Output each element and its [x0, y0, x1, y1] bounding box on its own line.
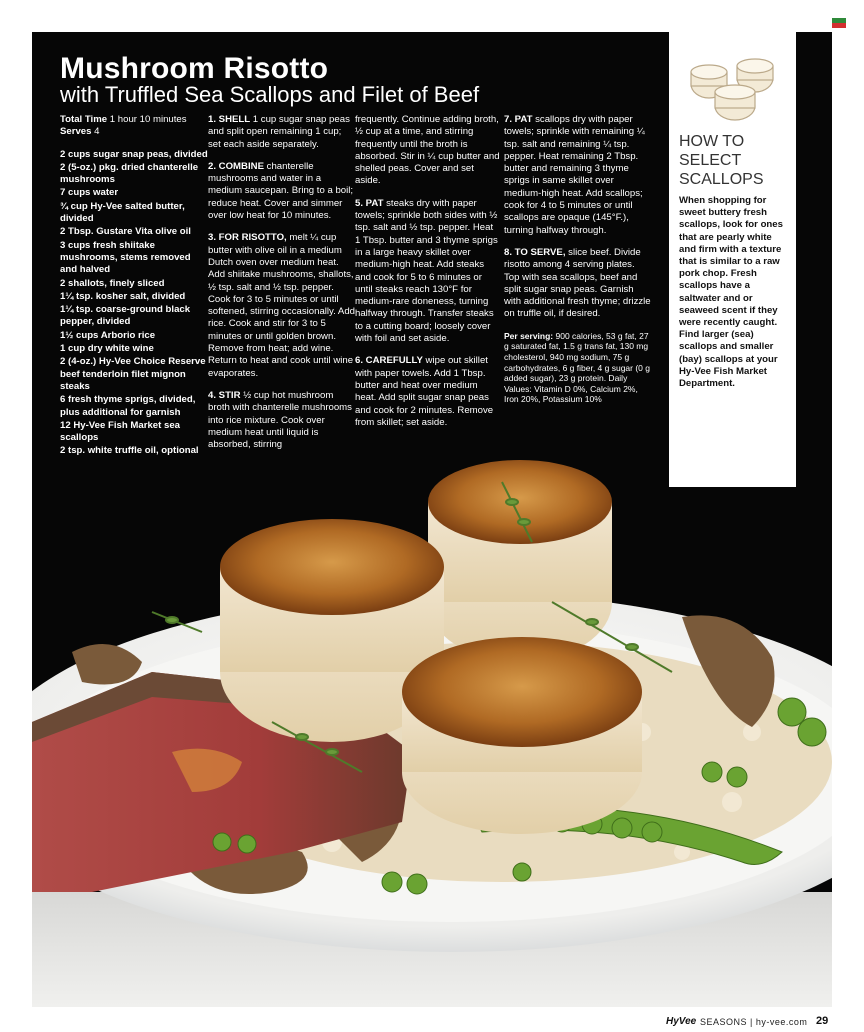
step-lead: 4. STIR [208, 389, 241, 401]
page-tab-icon [832, 18, 846, 28]
ingredients-column [60, 114, 210, 459]
step-text: steaks dry with paper towels; sprinkle both sides with ½ tsp. salt and ½ tsp. pepper. Heat 1 Tbsp. butter and 3 thyme sprigs in a large heavy skillet over medium-high heat. Add steaks and cook for 5 to 6 minutes or until steaks reach 130°F for medium-rare doneness, turning halfway through. Transfer steaks to a cutting board; loosely cover with foil and set aside. [355, 197, 498, 345]
ingredient-item: 12 Hy-Vee Fish Market sea scallops [60, 419, 180, 444]
recipe-step [355, 114, 501, 188]
ingredient-item: 7 cups water [60, 187, 119, 199]
nutrition-info [504, 331, 652, 405]
steps-column-3 [504, 114, 652, 405]
ingredient-item: 1¼ tsp. kosher salt, divided [60, 290, 186, 302]
ingredient-item: 2 (5-oz.) pkg. dried chanterelle mushrooms [60, 161, 199, 186]
ingredient-item: 2 shallots, finely sliced [60, 277, 165, 289]
serves-label: Serves [60, 126, 92, 138]
recipe-subtitle: with Truffled Sea Scallops and Filet of Beef [60, 82, 480, 107]
step-text: 1 cup sugar snap peas and split open remaining 1 cup; set each aside separately. [208, 114, 350, 150]
ingredient-item: 1 cup dry white wine [60, 343, 154, 355]
recipe-page [32, 32, 832, 1007]
ingredient-item: 1½ cups Arborio rice [60, 329, 156, 341]
step-text: chanterelle mushrooms and water in a medium saucepan. Bring to a boil; reduce heat. Cover and simmer over low heat for 10 minutes. [208, 160, 354, 222]
page-footer [0, 1010, 864, 1032]
recipe-step [208, 390, 356, 451]
nutrition-text: 900 calories, 53 g fat, 27 g saturated fat, 1.5 g trans fat, 130 mg cholesterol, 940 mg sodium, 75 g carbohydrates, 6 g fiber, 4 g sugar (0 g added sugar), 23 g protein. Daily Values: Vitamin D 0%, Calcium 2%, Iron 20%, Potassium 10% [504, 330, 651, 405]
ingredient-item: 6 fresh thyme sprigs, divided, plus additional for garnish [60, 394, 196, 418]
total-time-label: Total Time [60, 114, 108, 125]
sidebar-body: When shopping for sweet buttery fresh scallops, look for ones that are pearly white and firm with a texture that is similar to a raw pork chop. Fresh scallops have a saltwater and or seaweed scent if they were recently caught. Find larger (sea) scallops and smaller (bay) scallops at your Hy-Vee Fish Market Department. [679, 195, 783, 390]
step-text: frequently. Continue adding broth, ½ cup at a time, and stirring frequently until the broth is absorbed. Stir in ¼ cup butter and shelled peas. Cover and set aside. [355, 114, 500, 187]
step-lead: 8. TO SERVE, [504, 246, 566, 258]
step-text: melt ¼ cup butter with olive oil in a medium Dutch oven over medium heat. Add shiitake mushrooms, shallots, ½ tsp. salt and ½ tsp. pepper. Cook for 3 to 5 minutes or until softened, stirring occasionally. Add rice. Cook and stir for 3 to 5 minutes or until golden brown. Remove from heat; add wine. Return to heat and cook until wine evaporates. [208, 232, 356, 379]
step-text: ½ cup hot mushroom broth with chanterelle mushrooms into rice mixture. Cook over medium heat until liquid is absorbed, stirring [208, 389, 352, 451]
steps-column-2 [355, 114, 501, 439]
scallops-illustration [683, 44, 783, 124]
recipe-step [504, 114, 652, 237]
steps-column-1 [208, 114, 356, 461]
step-lead: 7. PAT [504, 114, 533, 125]
ingredient-item: 2 tsp. white truffle oil, optional [60, 445, 199, 457]
ingredient-item: 2 (4-oz.) Hy-Vee Choice Reserve beef tenderloin filet mignon steaks [60, 356, 206, 392]
ingredient-list [60, 149, 210, 458]
step-lead: 6. CAREFULLY [355, 355, 423, 367]
recipe-step [355, 198, 501, 346]
step-text: wipe out skillet with paper towels. Add 1 Tbsp. butter and heat over medium heat. Add split sugar snap peas and cook for 2 minutes. Remove from skillet; set aside. [355, 355, 494, 428]
ingredient-item: 2 cups sugar snap peas, divided [60, 148, 208, 160]
serves-value: 4 [94, 126, 100, 138]
step-lead: 1. SHELL [208, 114, 251, 125]
step-lead: 2. COMBINE [208, 160, 264, 172]
step-lead: 3. FOR RISOTTO, [208, 232, 287, 244]
recipe-meta [60, 114, 210, 139]
recipe-title: Mushroom Risotto [60, 52, 329, 85]
total-time-value: 1 hour 10 minutes [109, 114, 187, 125]
step-lead: 5. PAT [355, 197, 384, 209]
step-text: slice beef. Divide risotto among 4 serving plates. Top with sea scallops, beef and split sugar snap peas. Garnish with additional fresh thyme; drizzle on truffle oil, if desired. [504, 246, 651, 320]
magazine-name: SEASONS | hy-vee.com [700, 1017, 808, 1027]
ingredient-item: 3 cups fresh shiitake mushrooms, stems removed and halved [60, 239, 191, 276]
ingredient-item: ¾ cup Hy-Vee salted butter, divided [60, 200, 185, 225]
step-text: scallops dry with paper towels; sprinkle with remaining ¼ tsp. salt and remaining ¼ tsp. pepper. Heat remaining 2 Tbsp. butter and remaining 3 thyme sprigs in same skillet over medium-high heat. Add scallops; cook for 4 to 5 minutes or until scallops are opaque (145°F.), turning halfway through. [504, 114, 645, 236]
scallop-tips-sidebar [669, 32, 796, 487]
page-number: 29 [816, 1015, 829, 1027]
recipe-step [208, 114, 356, 151]
ingredient-item: 2 Tbsp. Gustare Vita olive oil [60, 226, 191, 238]
steps-list [504, 114, 652, 321]
ingredient-item: 1¼ tsp. coarse-ground black pepper, divided [60, 304, 191, 328]
brand-logo: HyVee [666, 1016, 697, 1027]
recipe-step [208, 161, 356, 222]
recipe-step [355, 355, 501, 429]
recipe-step [504, 247, 652, 321]
sidebar-heading: HOW TO SELECT SCALLOPS [679, 133, 764, 188]
nutrition-lead: Per serving: [504, 330, 554, 341]
recipe-step [208, 232, 356, 380]
